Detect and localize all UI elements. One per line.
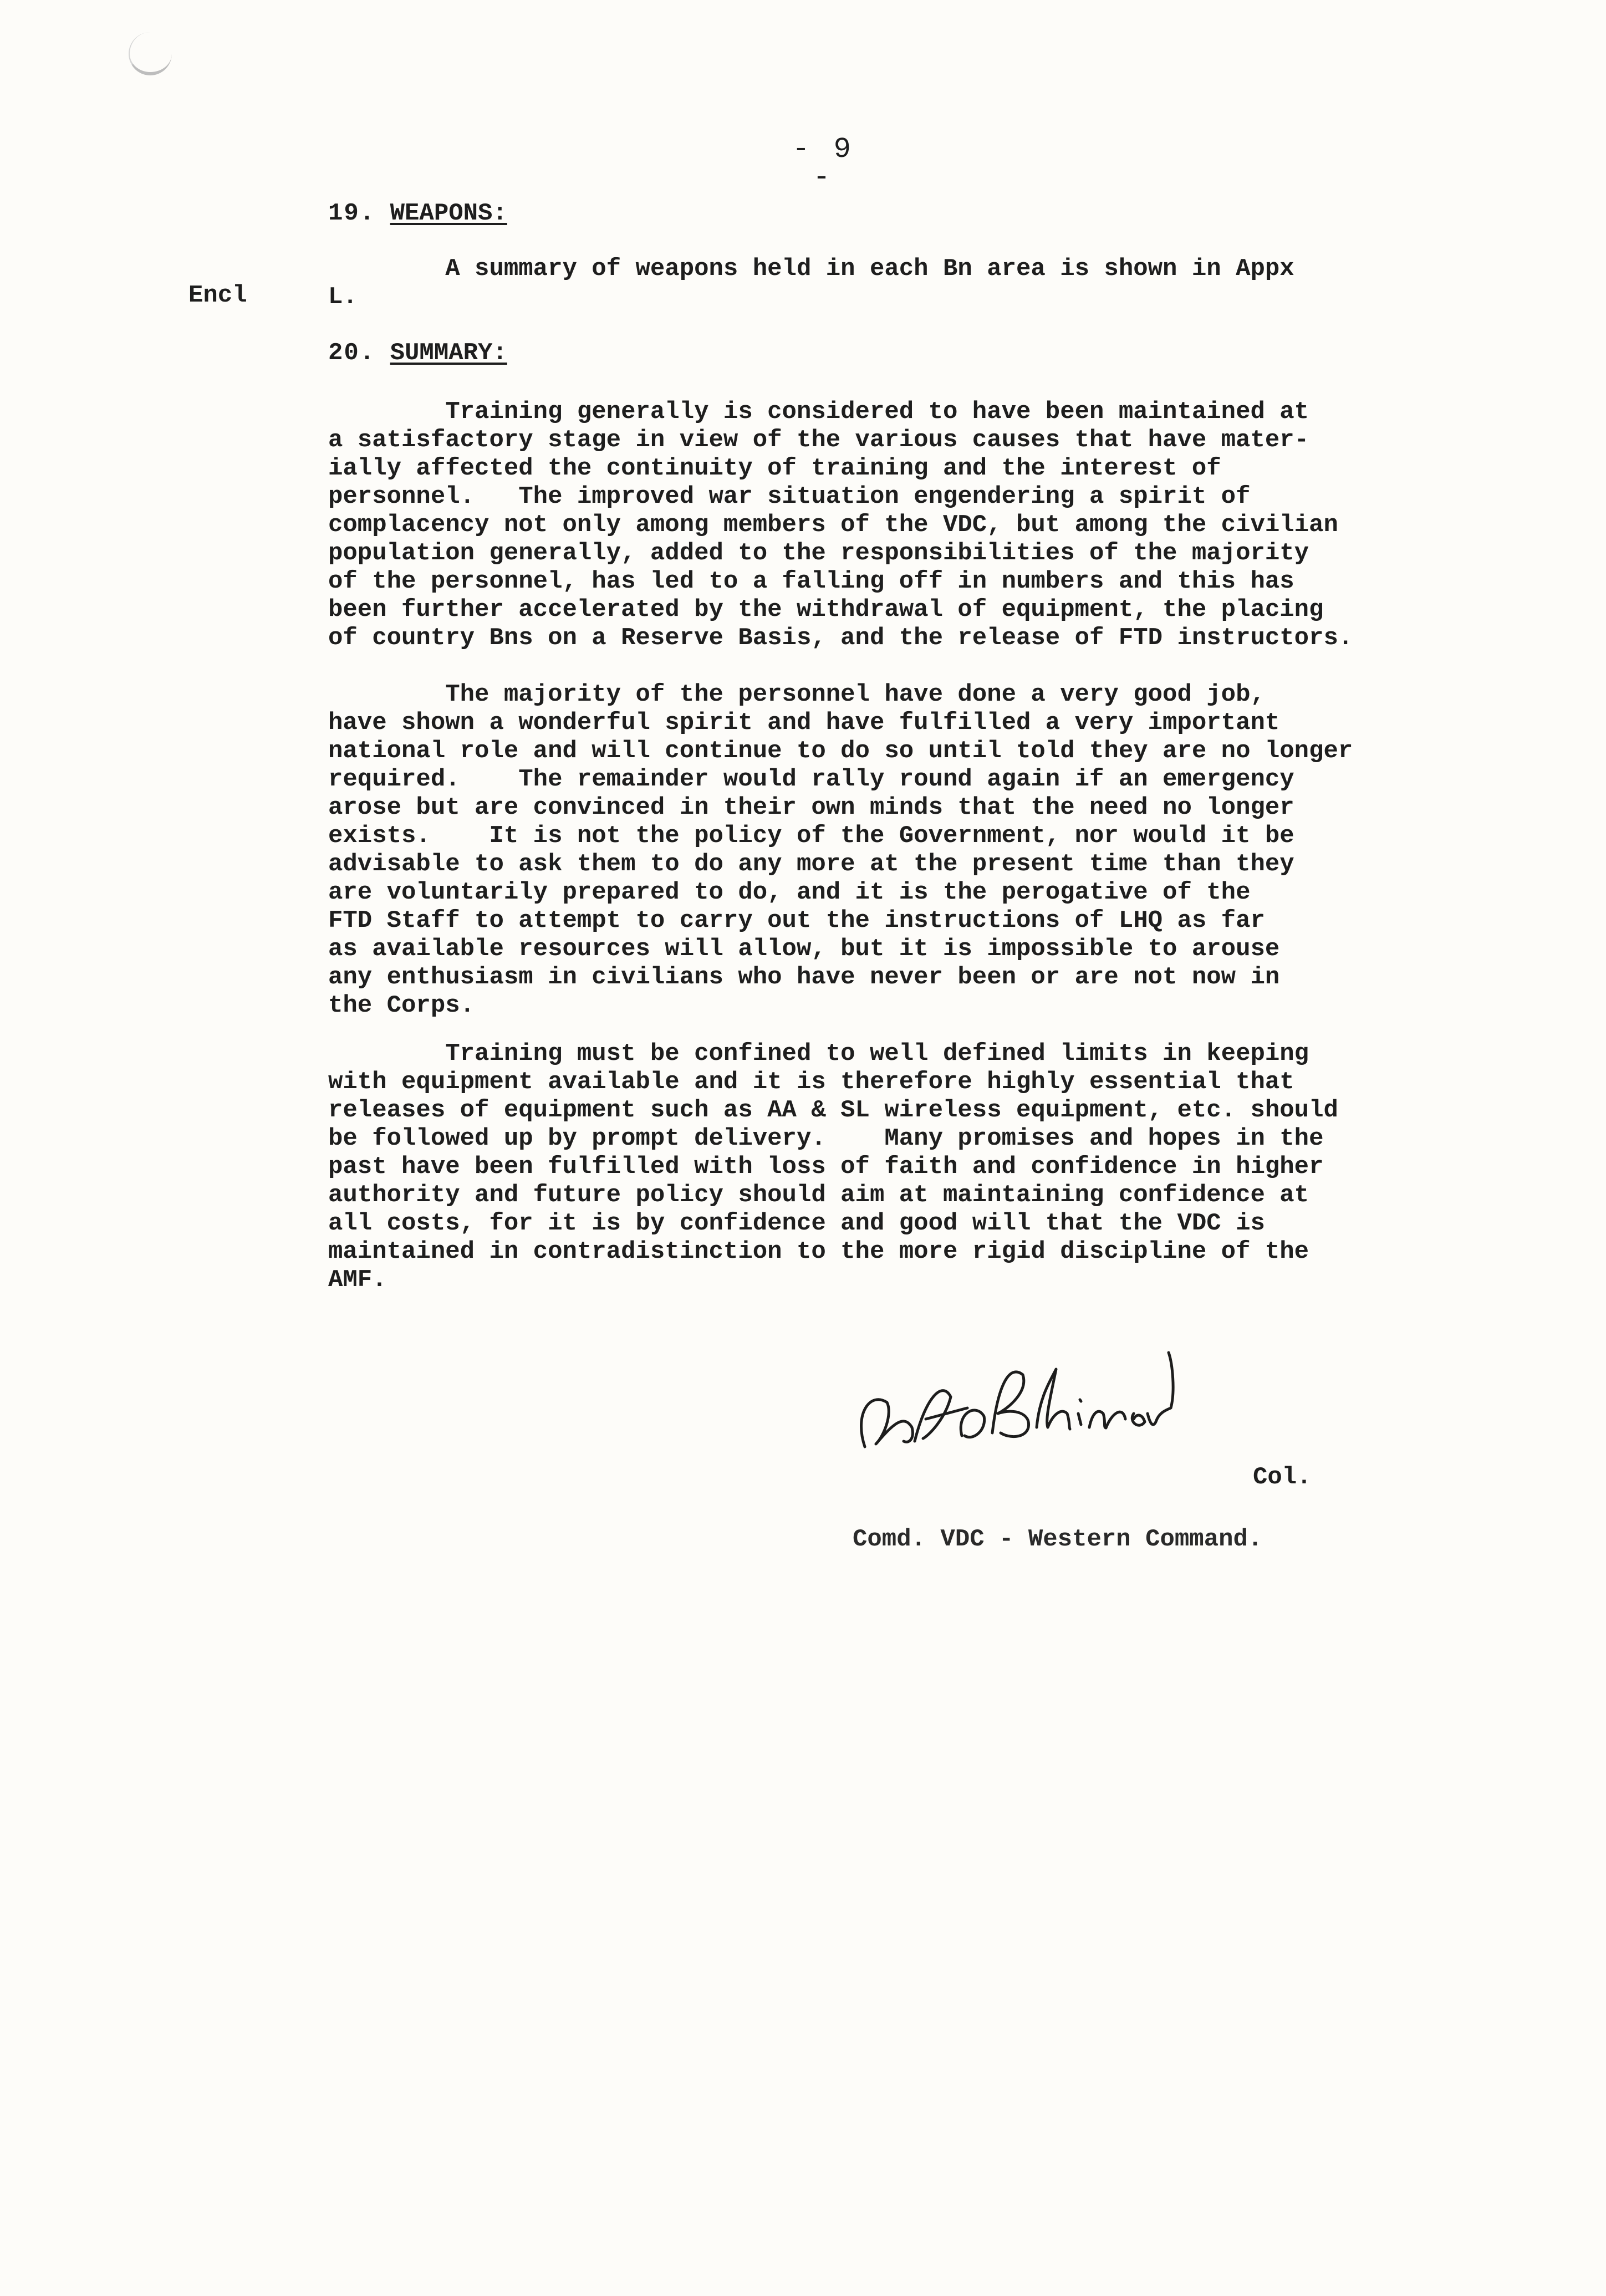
text-line: have shown a wonderful spirit and have fulfilled a very important bbox=[328, 709, 1280, 737]
text-line: ially affected the continuity of training and the interest of bbox=[328, 455, 1221, 482]
section-title: SUMMARY: bbox=[390, 339, 507, 367]
text-line: required. The remainder would rally round again if an emergency bbox=[328, 766, 1294, 793]
text-line: A summary of weapons held in each Bn area is shown in Appx bbox=[328, 255, 1294, 283]
text-line: be followed up by prompt delivery. Many promises and hopes in the bbox=[328, 1125, 1324, 1152]
text-line: a satisfactory stage in view of the various causes that have mater- bbox=[328, 426, 1309, 454]
text-line: personnel. The improved war situation engendering a spirit of bbox=[328, 483, 1251, 511]
text-line: past have been fulfilled with loss of faith and confidence in higher bbox=[328, 1153, 1324, 1181]
section-heading-summary bbox=[328, 339, 507, 368]
appendix-reference: L. bbox=[328, 283, 358, 311]
section-title: WEAPONS: bbox=[390, 200, 507, 227]
text-line: with equipment available and it is therefore highly essential that bbox=[328, 1068, 1294, 1096]
section-number: 19. bbox=[328, 200, 376, 227]
text-line: are voluntarily prepared to do, and it is the perogative of the bbox=[328, 879, 1251, 906]
text-line: complacency not only among members of the VDC, but among the civilian bbox=[328, 511, 1338, 539]
text-line: population generally, added to the responsibilities of the majority bbox=[328, 539, 1309, 567]
text-line: authority and future policy should aim at maintaining confidence at bbox=[328, 1181, 1309, 1209]
section-number: 20. bbox=[328, 339, 376, 367]
text-line: arose but are convinced in their own minds that the need no longer bbox=[328, 794, 1294, 822]
paragraph-weapons-summary bbox=[328, 255, 1503, 283]
text-line: maintained in contradistinction to the more rigid discipline of the bbox=[328, 1238, 1309, 1266]
text-line: as available resources will allow, but it is impossible to arouse bbox=[328, 935, 1280, 963]
signatory-title: Comd. VDC - Western Command. bbox=[853, 1525, 1263, 1553]
text-line: the Corps. bbox=[328, 992, 475, 1019]
text-line: FTD Staff to attempt to carry out the instructions of LHQ as far bbox=[328, 907, 1265, 935]
handwritten-signature bbox=[832, 1330, 1186, 1474]
text-line: any enthusiasm in civilians who have never been or are not now in bbox=[328, 963, 1280, 991]
text-line: been further accelerated by the withdrawal of equipment, the placing bbox=[328, 596, 1324, 624]
text-line: Training must be confined to well defined limits in keeping bbox=[328, 1040, 1309, 1068]
text-line: of country Bns on a Reserve Basis, and the release of FTD instructors. bbox=[328, 624, 1353, 652]
page-number: - 9 - bbox=[792, 133, 854, 194]
signatory-rank: Col. bbox=[1253, 1463, 1312, 1491]
text-line: The majority of the personnel have done a very good job, bbox=[328, 681, 1265, 708]
text-line: AMF. bbox=[328, 1266, 387, 1294]
text-line: advisable to ask them to do any more at the present time than they bbox=[328, 850, 1294, 878]
paragraph-summary-1 bbox=[328, 398, 1503, 652]
text-line: exists. It is not the policy of the Government, nor would it be bbox=[328, 822, 1294, 850]
text-line: Training generally is considered to have been maintained at bbox=[328, 398, 1309, 426]
paragraph-summary-2 bbox=[328, 681, 1503, 1020]
margin-note-encl: Encl bbox=[188, 282, 247, 309]
section-heading-weapons bbox=[328, 200, 507, 228]
punch-hole-mark bbox=[129, 32, 172, 75]
paragraph-summary-3 bbox=[328, 1040, 1503, 1294]
text-line: releases of equipment such as AA & SL wireless equipment, etc. should bbox=[328, 1096, 1338, 1124]
text-line: of the personnel, has led to a falling off in numbers and this has bbox=[328, 568, 1294, 595]
text-line: national role and will continue to do so until told they are no longer bbox=[328, 737, 1353, 765]
text-line: all costs, for it is by confidence and good will that the VDC is bbox=[328, 1210, 1265, 1237]
